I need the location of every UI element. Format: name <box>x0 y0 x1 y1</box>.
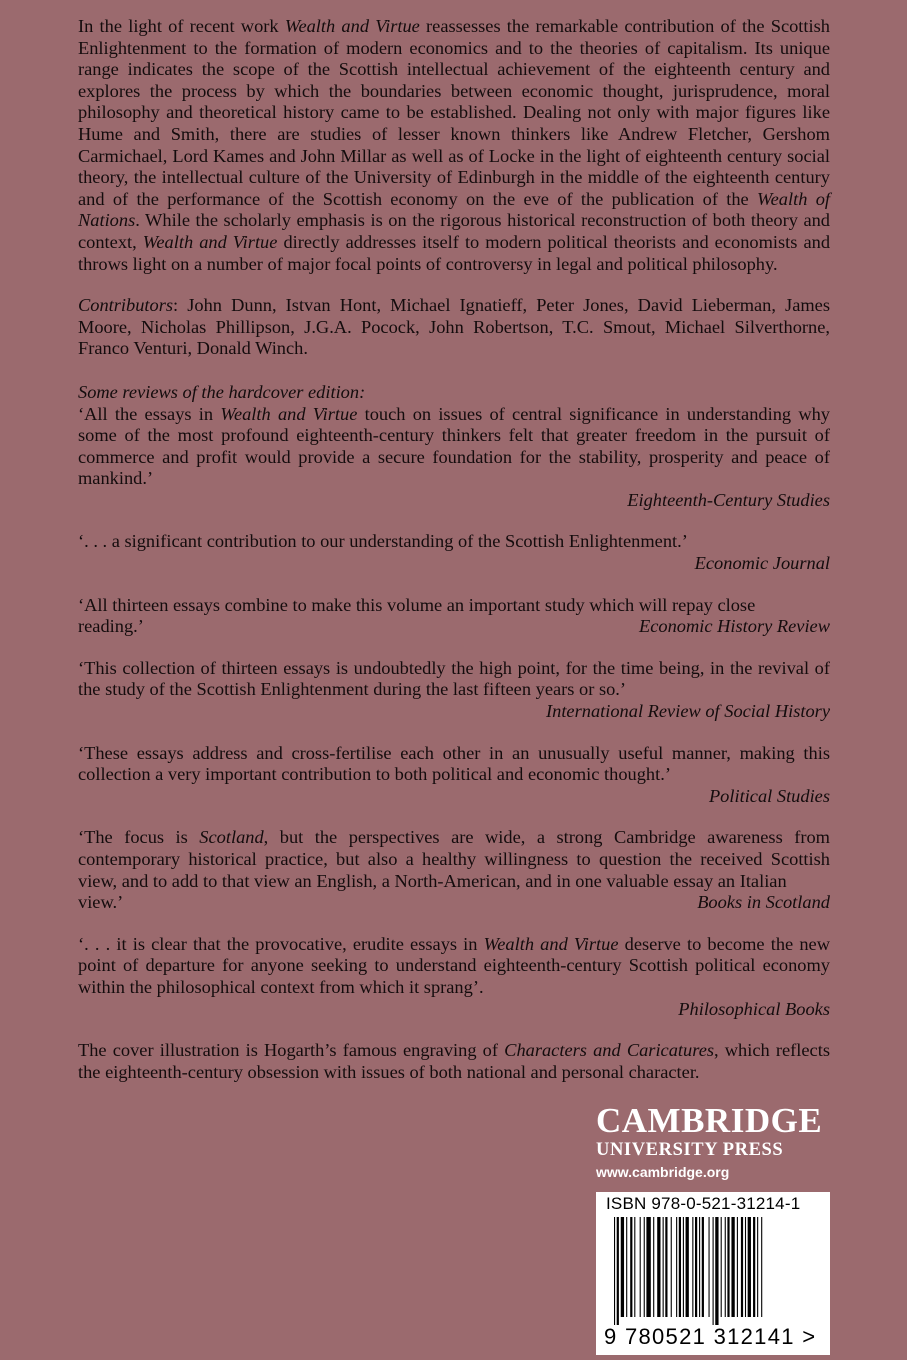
contributors-names: : John Dunn, Istvan Hont, Michael Ignatieff, Peter Jones, David Lieberman, James Moore, Nicholas Phillipson, J.G.A. Pocock, John Robertson, T.C. Smout, Michael Silverthorne, Franco Venturi, Donald Winch. <box>78 295 830 359</box>
barcode-bar <box>646 1217 650 1317</box>
isbn-barcode <box>596 1192 830 1355</box>
blurb-paragraph <box>78 16 830 275</box>
barcode-bar <box>713 1217 714 1325</box>
barcode-bar <box>614 1217 615 1325</box>
barcode-bar <box>709 1217 710 1317</box>
barcode-bar <box>653 1217 654 1317</box>
barcode-bar <box>737 1217 738 1317</box>
barcode-digits: 9 780521 312141 > <box>604 1324 817 1349</box>
review-item <box>78 658 830 723</box>
review-item <box>78 595 830 638</box>
review-quote: ‘The focus is Scotland, but the perspectives are wide, a strong Cambridge awareness from contemporary historical practice, but also a healthy willingness to question the received Scottish view, and to add to that view an English, a North-American, and in one valuable essay an Italian <box>78 827 830 891</box>
barcode-bar <box>692 1217 693 1317</box>
barcode-bar <box>626 1217 627 1317</box>
barcode-bar <box>741 1217 743 1317</box>
blurb-text: In the light of recent work <box>78 16 285 36</box>
barcode-bar <box>745 1217 746 1317</box>
review-item <box>78 827 830 913</box>
book-title: Wealth and Virtue <box>483 933 619 954</box>
review-quote: ‘. . . it is clear that the provocative, erudite essays in Wealth and Virtue deserve to become the new point of departure for anyone seeking to understand eighteenth-century Scottish political economy within the philosophical context from which it sprang’. <box>78 933 830 997</box>
barcode-bar <box>721 1217 722 1317</box>
barcode-bar <box>702 1217 704 1317</box>
barcode-bar <box>715 1217 718 1325</box>
review-quote-end: Books in Scotland view.’ <box>78 892 830 913</box>
isbn-label: ISBN 978-0-521-31214-1 <box>606 1194 801 1213</box>
review-item <box>78 934 830 1020</box>
work-title: Characters and Caricatures <box>504 1040 715 1061</box>
barcode-bar <box>748 1217 751 1317</box>
review-source: Philosophical Books <box>678 998 830 1019</box>
back-cover-text <box>78 16 830 1083</box>
review-source: Eighteenth-Century Studies <box>627 489 830 510</box>
review-source: Economic History Review <box>638 616 830 637</box>
barcode-bar <box>699 1217 700 1317</box>
review-source: Economic Journal <box>694 553 830 574</box>
book-title: Wealth and Virtue <box>284 16 420 36</box>
barcode-bar <box>727 1217 729 1317</box>
barcode-bar <box>757 1217 758 1317</box>
review-quote: ‘These essays address and cross-fertilise each other in an unusually useful manner, making this collection a very important contribution to both political and economic thought.’ <box>78 742 830 785</box>
review-item <box>78 531 830 574</box>
review-source: Political Studies <box>708 785 830 806</box>
barcode-bar <box>753 1217 755 1317</box>
work-title: Wealth of Nations <box>78 188 830 231</box>
barcode-bar <box>761 1217 762 1317</box>
blurb-text: . While the scholarly emphasis is on the rigorous historical reconstruction of both theory and context, <box>78 210 830 252</box>
barcode-bar <box>657 1217 660 1317</box>
book-title: Wealth and Virtue <box>220 403 358 424</box>
barcode-bar <box>617 1217 619 1325</box>
barcode-bar <box>644 1217 645 1317</box>
review-quote: ‘All thirteen essays combine to make this volume an important study which will repay close <box>78 594 756 615</box>
barcode-bar <box>686 1217 689 1317</box>
barcode-bar <box>731 1217 734 1317</box>
book-title: Wealth and Virtue <box>142 231 278 252</box>
barcode-bar <box>671 1217 672 1317</box>
publisher-name: CAMBRIDGE <box>596 1101 823 1140</box>
publisher-subtitle: UNIVERSITY PRESS <box>596 1140 784 1160</box>
publisher-url: www.cambridge.org <box>596 1164 730 1180</box>
cover-illustration-note: The cover illustration is Hogarth’s famous engraving of Characters and Caricatures, which reflects the eighteenth-century obsession with issues of both national and personal character. <box>78 1040 830 1082</box>
barcode-bar <box>630 1217 632 1317</box>
barcode-bar <box>640 1217 641 1317</box>
review-source: International Review of Social History <box>546 701 830 722</box>
blurb-text: reassesses the remarkable contribution of the Scottish Enlightenment to the formation of modern economics and to the theories of capitalism. Its unique range indicates the scope of the Scottish intellectual achievement of the eighteenth century and explores the process by which the boundaries between economic thought, jurisprudence, moral philosophy and theoretical history came to be established. Dealing not only with major figures like Hume and Smith, there are studies of lesser known thinkers like Andrew Fletcher, Gershom Carmichael, Lord Kames and John Millar as well as of Locke in the light of eighteenth century social theory, the intellectual culture of the University of Edinburgh in the middle of the eighteenth century and of the performance of the Scottish economy on the eve of the publication of the <box>78 16 830 209</box>
review-quote: ‘This collection of thirteen essays is undoubtedly the high point, for the time being, in the revival of the study of the Scottish Enlightenment during the last fifteen years or so.’ <box>78 657 830 700</box>
barcode-bar <box>663 1217 664 1317</box>
barcode-bar <box>665 1217 667 1317</box>
review-quote: ‘All the essays in Wealth and Virtue touch on issues of central significance in understanding why some of the most profound eighteenth-century thinkers felt that greater freedom in the pursuit of commerce and profit would provide a secure foundation for the stability, prosperity and peace of mankind.’ <box>78 403 830 489</box>
barcode-bars-icon <box>614 1217 814 1327</box>
barcode-bar <box>683 1217 684 1317</box>
barcode-bar <box>676 1217 677 1317</box>
reviews-heading: Some reviews of the hardcover edition: <box>78 381 366 402</box>
review-item <box>78 743 830 808</box>
review-quote-end: Economic History Review reading.’ <box>78 616 830 637</box>
review-quote: ‘. . . a significant contribution to our understanding of the Scottish Enlightenment.’ <box>78 531 688 552</box>
barcode-bar <box>679 1217 681 1317</box>
blurb-text: directly addresses itself to modern political theorists and economists and throws light on a number of major focal points of controversy in legal and political philosophy. <box>78 231 831 274</box>
publisher-logo <box>596 1101 828 1180</box>
contributors-paragraph <box>78 295 830 360</box>
barcode-bar <box>695 1217 697 1317</box>
barcode-bar <box>725 1217 726 1317</box>
barcode-bar <box>621 1217 624 1317</box>
barcode-bar <box>634 1217 635 1317</box>
review-source: Books in Scotland <box>697 892 830 913</box>
contributors-label: Contributors <box>78 295 174 316</box>
review-item <box>78 404 830 512</box>
